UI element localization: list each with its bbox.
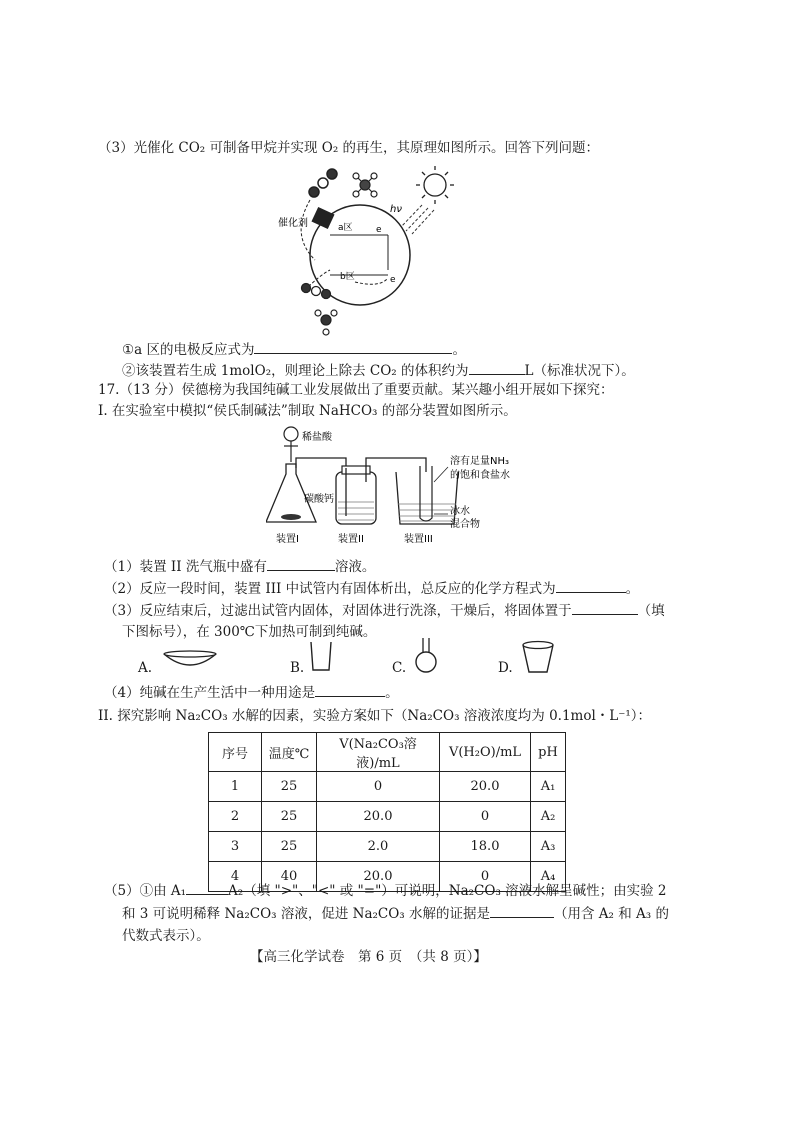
answer-blank[interactable] <box>490 903 554 918</box>
table-cell: 20.0 <box>440 772 531 802</box>
q17-sub3-text: （3）反应结束后，过滤出试管内固体，对固体进行洗涤，干燥后，将固体置于 <box>104 603 572 619</box>
table-cell: 40 <box>262 862 317 892</box>
table-cell: 18.0 <box>440 832 531 862</box>
table-row <box>209 772 566 802</box>
table-cell: A₄ <box>531 862 566 892</box>
q17-sub1-text: （1）装置 II 洗气瓶中盛有 <box>104 559 267 575</box>
ice-water-label-2: 混合物 <box>450 519 480 530</box>
table-cell: 20.0 <box>317 802 440 832</box>
q3-sub1-text: ①a 区的电极反应式为 <box>122 342 255 358</box>
nh3-solution-label-2: 的饱和食盐水 <box>450 470 510 481</box>
q3-sub2 <box>122 360 635 381</box>
device2-label: 装置II <box>338 534 364 545</box>
q17-sub4-text: （4）纯碱在生产生活中一种用途是 <box>104 685 316 701</box>
table-header-row <box>209 733 566 772</box>
table-header: V(Na₂CO₃溶液)/mL <box>317 733 440 772</box>
table-header: 温度℃ <box>262 733 317 772</box>
catalyst-label: 催化剂 <box>278 218 308 229</box>
q17-part1: I. 在实验室中模拟“侯氏制碱法”制取 NaHCO₃ 的部分装置如图所示。 <box>98 403 517 419</box>
table-header: V(H₂O)/mL <box>440 733 531 772</box>
evaporating-dish-icon <box>160 648 220 672</box>
table-cell: 0 <box>440 862 531 892</box>
table-cell: 3 <box>209 832 262 862</box>
q17-sub4 <box>104 682 399 703</box>
answer-blank[interactable] <box>267 556 335 571</box>
answer-blank[interactable] <box>254 339 452 354</box>
q17-sub5-text-a: （5）①由 A₁ <box>104 883 187 899</box>
q17-sub2-text: （2）反应一段时间，装置 III 中试管内有固体析出，总反应的化学方程式为 <box>104 581 556 597</box>
table-cell: 2.0 <box>317 832 440 862</box>
table-cell: 0 <box>440 802 531 832</box>
table-cell: A₁ <box>531 772 566 802</box>
photocatalysis-diagram <box>270 160 490 340</box>
crucible-icon <box>520 640 556 674</box>
flask-device1 <box>266 464 316 522</box>
q17-sub4-end: 。 <box>385 685 399 701</box>
q17-sub5-line2 <box>122 903 669 924</box>
table-cell: 20.0 <box>317 862 440 892</box>
q17-sub5-text-c: 和 3 可说明稀释 Na₂CO₃ 溶液，促进 Na₂CO₃ 水解的证据是 <box>122 906 490 922</box>
q3-sub1 <box>122 339 466 360</box>
co2-molecule-icon <box>309 169 337 197</box>
round-flask-icon <box>414 636 438 674</box>
answer-blank[interactable] <box>572 600 638 615</box>
answer-blank[interactable] <box>469 360 525 375</box>
answer-blank[interactable] <box>556 578 626 593</box>
option-d-label: D. <box>498 660 513 676</box>
table-row <box>209 832 566 862</box>
option-a-label: A. <box>138 660 153 676</box>
q17-sub5-text-d: （用含 A₂ 和 A₃ 的 <box>554 906 669 922</box>
answer-blank[interactable] <box>315 682 385 697</box>
option-c-label: C. <box>392 660 407 676</box>
sun-icon <box>416 166 454 204</box>
table-cell: 0 <box>317 772 440 802</box>
h2o-molecule-icon <box>315 310 337 335</box>
separatory-funnel-icon <box>284 427 298 462</box>
table-row <box>209 802 566 832</box>
q17-part2: II. 探究影响 Na₂CO₃ 水解的因素，实验方案如下（Na₂CO₃ 溶液浓度均为 0.1mol・L⁻¹）： <box>98 708 652 724</box>
q17-sub5-line1 <box>104 880 667 901</box>
table-header: 序号 <box>209 733 262 772</box>
wash-bottle-device2 <box>336 472 376 524</box>
table-cell: 25 <box>262 802 317 832</box>
q17-title: 17.（13 分）侯德榜为我国纯碱工业发展做出了重要贡献。某兴趣小组开展如下探究： <box>98 382 614 398</box>
dilute-acid-label: 稀盐酸 <box>302 432 332 443</box>
table-cell: 25 <box>262 832 317 862</box>
q17-sub2-end: 。 <box>625 581 640 597</box>
q3-sub2-text: ②该装置若生成 1molO₂，则理论上除去 CO₂ 的体积约为 <box>122 363 469 379</box>
electron-a: e <box>376 225 382 235</box>
table-cell: A₂ <box>531 802 566 832</box>
q17-sub3-hint: （填 <box>637 603 665 619</box>
q3-sub1-end: 。 <box>452 342 466 358</box>
electron-b: e <box>390 275 396 285</box>
device3-label: 装置III <box>404 534 433 545</box>
marble-label: 碳酸钙 <box>304 494 334 505</box>
beaker-icon <box>308 640 334 672</box>
zone-a-label: a区 <box>338 223 353 233</box>
table-header: pH <box>531 733 566 772</box>
nh3-solution-label-1: 溶有足量NH₃ <box>450 456 510 467</box>
table-cell: 25 <box>262 772 317 802</box>
q3-sub2-end: L（标准状况下）。 <box>524 363 635 379</box>
table-cell: A₃ <box>531 832 566 862</box>
q3-intro: （3）光催化 CO₂ 可制备甲烷并实现 O₂ 的再生，其原理如图所示。回答下列问题： <box>98 140 600 156</box>
q17-sub1-end: 溶液。 <box>334 559 376 575</box>
q17-sub3 <box>104 600 665 621</box>
apparatus-diagram <box>266 422 536 546</box>
ice-water-label-1: 冰水 <box>450 506 470 517</box>
q17-sub5-line3: 代数式表示）。 <box>122 928 210 944</box>
answer-blank[interactable] <box>186 880 228 895</box>
option-b-label: B. <box>290 660 305 676</box>
q17-sub2 <box>104 578 639 599</box>
device1-label: 装置I <box>276 534 299 545</box>
q17-sub1 <box>104 556 375 577</box>
zone-b-label: b区 <box>340 272 355 282</box>
table-cell: 1 <box>209 772 262 802</box>
ch4-molecule-icon <box>353 173 377 197</box>
light-label: hν <box>390 204 402 215</box>
table-cell: 4 <box>209 862 262 892</box>
table-cell: 2 <box>209 802 262 832</box>
page-footer: 【高三化学试卷 第 6 页 （共 8 页）】 <box>250 949 487 965</box>
experiment-table <box>208 732 566 892</box>
q17-sub5-text-b: A₂（填 ">"、"<" 或 "="）可说明，Na₂CO₃ 溶液水解呈碱性；由实验 2 <box>228 883 667 899</box>
q17-sub3-cont: 下图标号），在 300℃下加热可制到纯碱。 <box>122 624 377 640</box>
